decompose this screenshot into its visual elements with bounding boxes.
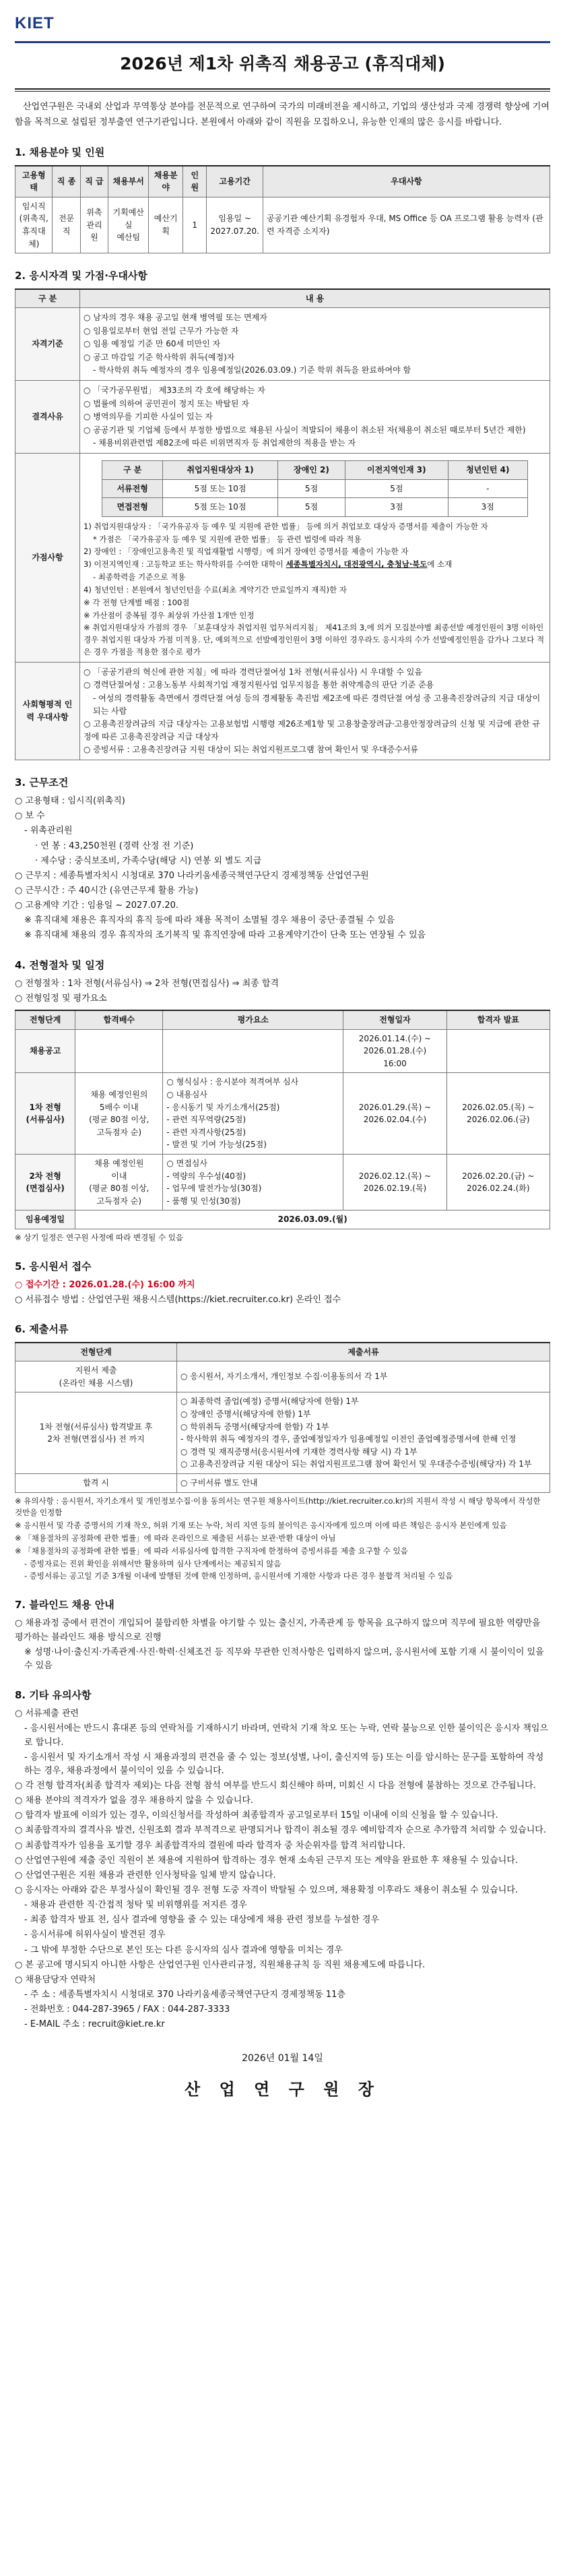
appointment-date: 2026.03.09.(월) — [75, 1210, 550, 1229]
condition-line: - 위촉관리원 — [24, 826, 73, 836]
table-cell: ○ 최종학력 졸업(예정) 증명서(해당자에 한함) 1부 ○ 장애인 증명서(해당자에 한함) 1부 ○ 학위취득 증명서(해당자에 한함) 각 1부 - 학사학위 취득 예정자의 경우, 졸업예정일자가 임용예정일 이전인 졸업예정증명서에 한해 인정 ○ 경력 및 재직증명서(응시원서에 기재한 경력사항 해당 시) 각 1부 ○ 고용촉진장려금 지원 대상이 되는 취업지원프로그램 참여 확인서 및 우대증수증빙(해당자) 각 1부 — [177, 1392, 550, 1474]
bonus-note: ※ 취업지원대상자 가점의 경우 「보훈대상자 취업지원 업무처리지침」 제41조의 3,에 의거 모집분야별 최종선발 예정인원이 3명 이하인 경우 취업지원 대상자 가점 미적용. 단, 예외적으로 선발예정인원이 3명 이하인 경우라도 응시자의 수가 선발예정인원을 감가나 그보다 적은 경우 가점을 적용한 점수로 평가 — [84, 623, 545, 656]
qual-item: - 학사학위 취득 예정자의 경우 임용예정일(2026.03.09.) 기준 학위 취득을 완료하여야 함 — [93, 365, 411, 375]
table-row — [102, 498, 527, 517]
table-header-row — [15, 1010, 550, 1029]
table-cell: - — [448, 479, 527, 498]
table-cell: 합격 시 — [15, 1473, 177, 1492]
table-cell: 예산기획 — [149, 197, 183, 253]
table-row — [15, 1073, 550, 1155]
section-8-title: 8. 기타 유의사항 — [15, 1689, 92, 1702]
table-cell: 임용예정일 — [15, 1210, 75, 1229]
header-cell: 평가요소 — [163, 1010, 343, 1029]
documents-note: ※ 「채용절차의 공정화에 관한 법률」에 따라 서류심사에 합격한 구직자에 한정하여 증빙서류를 제출 요구할 수 있음 — [15, 1545, 408, 1556]
table-cell: 임용일 ~ 2027.07.20. — [207, 197, 263, 253]
table-cell: 면접전형 — [102, 498, 162, 517]
table-cell: 2026.02.05.(목) ~ 2026.02.06.(금) — [446, 1073, 550, 1155]
section-5-title: 5. 응시원서 접수 — [15, 1260, 92, 1272]
blind-line: ○ 채용과정 중에서 편견이 개입되어 불합리한 차별을 야기할 수 있는 출신지, 가족관계 등 항목을 요구하지 않으며 직무에 필요한 역량만을 평가하는 블라인드 채용 방식으로 진행 — [15, 1618, 541, 1643]
note-line: - 최종 합격자 발표 전, 심사 결과에 영향을 줄 수 있는 대상에게 채용 관련 정보를 누설한 경우 — [24, 1915, 380, 1926]
condition-line: ○ 보 수 — [15, 811, 45, 822]
application-method[interactable]: ○ 서류접수 방법 : 산업연구원 채용시스템(https://kiet.recruiter.co.kr) 온라인 접수 — [15, 1295, 341, 1306]
documents-table — [15, 1342, 550, 1493]
note-line: ○ 최종합격자가 임용을 포기할 경우 최종합격자의 결원에 따라 합격자 중 차순위자를 합격 처리합니다. — [15, 1840, 405, 1851]
header-cell: 채용부서 — [108, 166, 149, 197]
table-cell: 2026.01.14.(수) ~ 2026.01.28.(수) 16:00 — [343, 1029, 446, 1073]
table-cell — [163, 1029, 343, 1073]
process-line: ○ 전형절차 : 1차 전형(서류심사) ⇒ 2차 전형(면접심사) ⇒ 최종 합격 — [15, 978, 279, 989]
schedule-note: ※ 상기 일정은 연구원 사정에 따라 변경될 수 있음 — [15, 1233, 183, 1242]
header-cell: 장애인 2) — [278, 461, 345, 480]
table-cell: 1차 전형(서류심사) 합격발표 후 2차 전형(면접심사) 전 까지 — [15, 1392, 177, 1474]
note-line: ○ 최종합격자의 결격사유 발견, 신원조회 결과 부적격으로 판명되거나 합격이 취소될 경우 예비합격자 순으로 추가합격 처리할 수 있습니다. — [15, 1825, 546, 1836]
condition-line: · 연 봉 : 43,250천원 (경력 산정 전 기준) — [35, 840, 194, 851]
header-cell: 구 분 — [102, 461, 162, 480]
disq-item: ○ 공공기관 및 기업체 등에서 부정한 방법으로 채용된 사실이 적발되어 채용이 취소된 자(채용이 취소된 때로부터 5년간 제한) — [84, 425, 526, 435]
condition-line: ○ 근무지 : 세종특별자치시 시청대로 370 나라키움세종국책연구단지 경제정책동 산업연구원 — [15, 870, 369, 881]
documents-note: - 증빙서류는 공고일 기준 3개월 이내에 발행된 것에 한해 인정하며, 응시원서에 기재한 사항과 다른 경우 불합격 처리될 수 있음 — [24, 1571, 453, 1581]
other-notes — [15, 1707, 550, 2031]
disq-item: - 채용비위관련법 제82조에 따른 비위면직자 등 취업제한의 적용을 받는 자 — [93, 438, 356, 448]
header-cell: 직 급 — [80, 166, 108, 197]
signature: 산 업 연 구 원 장 — [185, 2080, 380, 2099]
logo-divider — [15, 41, 550, 43]
table-row — [15, 662, 550, 760]
qual-item: ○ 남자의 경우 채용 공고일 현재 병역필 또는 면제자 — [84, 313, 267, 323]
table-cell: 채용 예정인원의 5배수 이내 (평균 80점 이상, 고득점자 순) — [75, 1073, 163, 1155]
table-cell: 3점 — [448, 498, 527, 517]
documents-notes — [15, 1496, 550, 1583]
condition-line: ○ 고용형태 : 임시직(위촉직) — [15, 796, 125, 807]
qual-item: ○ 임용 예정일 기준 만 60세 미만인 자 — [84, 339, 221, 349]
title-divider — [15, 88, 550, 92]
header-cell: 전형단계 — [15, 1343, 177, 1361]
diverse-item: ○ 경력단절여성 : 고용노동부 사회적기업 재정지원사업 업무지침을 통한 취약계층의 판단 기준 준용 — [84, 680, 434, 690]
note-line: ○ 응시자는 아래와 같은 부정사실이 확인될 경우 전형 도중 자격이 박탈될 수 있으며, 채용확정 이후라도 채용이 취소될 수 있습니다. — [15, 1884, 519, 1895]
note-line: - 응시원서에는 반드시 휴대폰 등의 연락처를 기재하시기 바라며, 연락처 기재 착오 또는 누락, 연락 불능으로 인한 불이익은 응시자 책임으로 합니다. — [24, 1723, 549, 1748]
note-line: ○ 각 전형 합격자(최종 합격자 제외)는 다음 전형 참석 여부를 반드시 회신해야 하며, 미회신 시 다음 전형에 불참하는 것으로 간주됩니다. — [15, 1780, 536, 1791]
section-7-title: 7. 블라인드 채용 안내 — [15, 1599, 114, 1612]
qual-list — [80, 308, 550, 381]
table-cell: 전문직 — [53, 197, 80, 253]
table-row — [15, 1473, 550, 1492]
table-cell: 서류전형 — [102, 479, 162, 498]
table-cell: 임시직 (위촉직, 휴직대체) — [15, 197, 53, 253]
table-cell: 채용 예정인원 이내 (평균 80점 이상, 고득점자 순) — [75, 1155, 163, 1210]
header-cell: 전형단계 — [15, 1010, 75, 1029]
condition-line: ※ 휴직대체 채용은 휴직자의 휴직 등에 따라 채용 목적이 소멸될 경우 채용이 중단·종결될 수 있음 — [24, 915, 395, 926]
intro-text: 산업연구원은 국내외 산업과 무역통상 분야를 전문적으로 연구하여 국가의 미래비전을 제시하고, 기업의 생산성과 국제 경쟁력 향상에 기여함을 목적으로 설립된 정부출연 연구기관입니다. 본원에서 아래와 같이 직원을 모집하오니, 유능한 인재의 많은 응시를 바랍니다. — [15, 101, 550, 127]
kiet-logo: KIET — [15, 14, 55, 32]
bonus-note: ※ 각 전형 단계별 배점 : 100점 — [84, 597, 190, 607]
table-row — [15, 308, 550, 381]
table-cell: 5점 — [278, 479, 345, 498]
documents-note: ※ 응시원서 및 각종 증명서의 기재 착오, 허위 기재 또는 누락, 처리 지연 등의 불이익은 응시자에게 있으며 이에 따른 책임은 응시자 본인에게 있음 — [15, 1521, 507, 1531]
note-line: - 전화번호 : 044-287-3965 / FAX : 044-287-3333 — [24, 2004, 230, 2015]
header-category: 구 분 — [15, 289, 80, 308]
note-line: ○ 본 공고에 명시되지 아니한 사항은 산업연구원 인사관리규정, 직원채용규칙 등 직원 채용제도에 따릅니다. — [15, 1959, 426, 1970]
condition-line: · 제수당 : 중식보조비, 가족수당(해당 시) 연봉 외 별도 지급 — [35, 855, 262, 866]
application-period: ○ 접수기간 : 2026.01.28.(수) 16:00 까지 — [15, 1280, 195, 1291]
table-cell: ○ 면접심사 - 역량의 우수성(40점) - 업무에 발전가능성(30점) - 품행 및 인성(30점) — [163, 1155, 343, 1210]
table-cell: 2026.02.12.(목) ~ 2026.02.19.(목) — [343, 1155, 446, 1210]
table-cell: 5점 — [345, 479, 448, 498]
section-4-title: 4. 전형절차 및 일정 — [15, 958, 105, 971]
table-cell: 1 — [183, 197, 207, 253]
schedule-table — [15, 1010, 550, 1229]
page-title: 2026년 제1차 위촉직 채용공고 (휴직대체) — [120, 54, 445, 74]
header-cell: 고용형태 — [15, 166, 53, 197]
process-line: ○ 전형일정 및 평가요소 — [15, 993, 107, 1004]
bonus-note: ※ 가산점이 중복될 경우 최상위 가산점 1개만 인정 — [84, 610, 255, 620]
regional-talent-highlight: 세종특별자치시, 대전광역시, 충청남·북도 — [286, 559, 428, 570]
note-line: ○ 산업연구원에 제출 중인 직원이 본 채용에 지원하여 합격하는 경우 현재 소속된 근무지 또는 계약을 완료한 후 채용될 수 있습니다. — [15, 1855, 519, 1866]
note-line: ○ 채용 분야의 적격자가 없을 경우 채용하지 않을 수 있습니다. — [15, 1796, 254, 1806]
table-row — [102, 479, 527, 498]
table-cell: ○ 응시원서, 자기소개서, 개인정보 수집·이용동의서 각 1부 — [177, 1361, 550, 1392]
table-row — [15, 381, 550, 454]
table-cell — [446, 1029, 550, 1073]
note-line: ○ 산업연구원은 지원 채용과 관련한 인사청탁을 일체 받지 않습니다. — [15, 1870, 276, 1880]
bonus-note: 1) 취업지원대상자 : 「국가유공자 등 예우 및 지원에 관한 법률」 등에 의거 취업보호 대상자 증명서를 제출이 가능한 자 — [84, 521, 488, 531]
schedule-body — [15, 1029, 550, 1229]
table-row — [15, 454, 550, 663]
qual-item: ○ 공고 마감일 기준 학사학위 취득(예정)자 — [84, 352, 235, 362]
table-cell: 기획예산실 예산팀 — [108, 197, 149, 253]
header-content: 내 용 — [80, 289, 550, 308]
table-cell: 공공기관 예산기획 유경험자 우대, MS Office 등 OA 프로그램 활용 능력자 (관련 자격증 소지자) — [263, 197, 550, 253]
header-cell: 직 종 — [53, 166, 80, 197]
note-line: ○ 채용담당자 연락처 — [15, 1974, 96, 1985]
header-cell: 취업지원대상자 1) — [162, 461, 278, 480]
note-line: - 응시원서 및 자기소개서 작성 시 채용과정의 편견을 줄 수 있는 정보(성별, 나이, 출신지역 등) 또는 이를 암시하는 문구를 포함하여 작성하는 경우, 채용과정에서 불이익이 있을 수 있습니다. — [24, 1752, 544, 1776]
header-cell: 합격자 발표 — [446, 1010, 550, 1029]
documents-note: ※ 유의사항 : 응시원서, 자기소개서 및 개인정보수집·이용 동의서는 연구원 채용사이트(http://kiet.recruiter.co.kr)의 지원서 작성 시 해당 항목에서 작성한 것만을 인정함 — [15, 1496, 541, 1518]
table-row — [15, 1392, 550, 1474]
table-header-row — [15, 1343, 550, 1361]
note-line: - 그 밖에 부정한 수단으로 본인 또는 다른 응시자의 심사 결과에 영향을 미치는 경우 — [24, 1944, 343, 1955]
header-cell: 채용분야 — [149, 166, 183, 197]
table-cell: 채용공고 — [15, 1029, 75, 1073]
bonus-note: - 최종학력을 기준으로 적용 — [93, 572, 186, 582]
disq-label: 결격사유 — [15, 381, 80, 454]
table-cell: ○ 구비서류 별도 안내 — [177, 1473, 550, 1492]
bonus-points-table — [102, 460, 527, 517]
note-line: ○ 합격자 발표에 이의가 있는 경우, 이의신청서를 작성하여 최종합격자 공고일로부터 15일 이내에 이의 신청을 할 수 있습니다. — [15, 1810, 498, 1821]
header-cell: 인 원 — [183, 166, 207, 197]
note-line: - E-MAIL 주소 : recruit@kiet.re.kr — [24, 2019, 165, 2030]
table-cell: ○ 형식심사 : 응시분야 적격여부 심사 ○ 내용심사 - 응시동기 및 자기소개서(25점) - 관련 직무역량(25점) - 관련 자격사항(25점) - 발전 및 기여 가능성(25점) — [163, 1073, 343, 1155]
section-3-title: 3. 근무조건 — [15, 776, 69, 789]
table-row — [15, 197, 550, 253]
disq-item: ○ 법률에 의하여 공민권이 정지 또는 박탈된 자 — [84, 398, 249, 408]
table-row — [15, 1361, 550, 1392]
diverse-item: ○ 고용촉진장려금의 지급 대상자는 고용보험법 시행령 제26조제1항 및 고용창출장려금·고용안정장려금의 신청 및 지급에 관한 규정에 따른 고용촉진장려금 지급 대상자 — [84, 719, 540, 741]
qual-label: 자격기준 — [15, 308, 80, 381]
condition-line: ○ 근무시간 : 주 40시간 (유연근무제 활용 가능) — [15, 886, 199, 896]
table-cell: 1차 전형 (서류심사) — [15, 1073, 75, 1155]
diverse-list — [80, 662, 550, 760]
section-2-title: 2. 응시자격 및 가점·우대사항 — [15, 270, 147, 282]
table-cell: 3점 — [345, 498, 448, 517]
bonus-note: 2) 장애인 : 「장애인고용촉진 및 직업재활법 시행령」에 의거 장애인 증명서를 제출이 가능한 자 — [84, 547, 409, 557]
documents-note: - 증빙자료는 진위 확인을 위해서만 활용하며 심사 단계에서는 제공되지 않음 — [24, 1558, 281, 1568]
header-cell: 합격배수 — [75, 1010, 163, 1029]
header-cell: 제출서류 — [177, 1343, 550, 1361]
blind-line: ※ 성명·나이·출신지·가족관계·사진·학력·신체조건 등 직무와 무관한 인적사항은 입력하지 않으며, 응시원서에 포함 기재 시 불이익이 있을 수 있음 — [24, 1647, 544, 1671]
header-cell: 이전지역인재 3) — [345, 461, 448, 480]
table-cell: 위촉 관리원 — [80, 197, 108, 253]
bonus-note: 3) 이전지역인재 : 고등학교 또는 학사학위를 수여한 대학이 세종특별자치시, 대전광역시, 충청남·북도에 소재 — [84, 559, 453, 570]
diverse-label: 사회형평적 인력 우대사항 — [15, 662, 80, 760]
table-cell: 2026.02.20.(금) ~ 2026.02.24.(화) — [446, 1155, 550, 1210]
table-row — [15, 1210, 550, 1229]
process-lines — [15, 977, 550, 1006]
note-line: - 채용과 관련한 직·간접적 청탁 및 비위행위를 저지른 경우 — [24, 1900, 247, 1911]
header-cell: 우대사항 — [263, 166, 550, 197]
table-cell: 5점 또는 10점 — [162, 479, 278, 498]
header-cell: 전형일자 — [343, 1010, 446, 1029]
bonus-points-body — [102, 479, 527, 516]
header-cell: 청년인턴 4) — [448, 461, 527, 480]
bonus-note: 4) 청년인턴 : 본원에서 청년인턴을 수료(최초 계약기간 만료일까지 재직)한 자 — [84, 584, 347, 594]
section-6-title: 6. 제출서류 — [15, 1323, 69, 1336]
bonus-notes — [84, 521, 546, 658]
work-conditions — [15, 795, 550, 942]
blind-hiring-info — [15, 1617, 550, 1673]
bonus-label: 가점사항 — [15, 454, 80, 663]
disq-item: ○ 병역의무를 기피한 사실이 있는 자 — [84, 412, 213, 422]
note-line: - 주 소 : 세종특별자치시 시청대로 370 나라키움세종국책연구단지 경제정책동 11층 — [24, 1989, 345, 2000]
table-cell: 5점 또는 10점 — [162, 498, 278, 517]
table-row — [15, 1029, 550, 1073]
documents-body — [15, 1361, 550, 1492]
recruitment-field-table — [15, 165, 550, 254]
table-cell: 2차 전형 (면접심사) — [15, 1155, 75, 1210]
table-cell — [75, 1029, 163, 1073]
condition-line: ※ 휴직대체 채용의 경우 휴직자의 조기복직 및 휴직연장에 따라 고용계약기간이 단축 또는 연장될 수 있음 — [24, 930, 426, 941]
table-cell: 2026.01.29.(목) ~ 2026.02.04.(수) — [343, 1073, 446, 1155]
header-cell: 고용기간 — [207, 166, 263, 197]
disq-list — [80, 381, 550, 454]
bonus-note: * 가점은 「국가유공자 등 예우 및 지원에 관한 법률」 등 관련 법령에 따라 적용 — [93, 534, 362, 544]
bonus-cell — [80, 454, 550, 663]
announcement-date: 2026년 01월 14일 — [242, 2053, 323, 2064]
section-1-title: 1. 채용분야 및 인원 — [15, 146, 105, 159]
table-cell: 지원서 제출 (온라인 채용 시스템) — [15, 1361, 177, 1392]
diverse-item: ○ 「공공기관의 혁신에 관한 지침」에 따라 경력단절여성 1차 전형(서류심사) 시 우대할 수 있음 — [84, 667, 422, 677]
table-cell: 5점 — [278, 498, 345, 517]
disq-item: ○ 「국가공무원법」 제33조의 각 호에 해당하는 자 — [84, 386, 265, 396]
diverse-item: - 여성의 경력활동 측면에서 경력단절 여성 등의 경제활동 촉진법 제2조에 따른 경력단절 여성 중 고용촉진장려금의 지급 대상이 되는 사람 — [93, 693, 541, 716]
qual-item: ○ 임용일로부터 현업 전일 근무가 가능한 자 — [84, 326, 239, 336]
condition-line: ○ 고용계약 기간 : 임용일 ~ 2027.07.20. — [15, 900, 178, 911]
note-line: ○ 서류제출 관련 — [15, 1709, 79, 1719]
table-row — [15, 1155, 550, 1210]
table-header-row — [102, 461, 527, 480]
qualification-table — [15, 288, 550, 760]
table-header-row — [15, 289, 550, 308]
documents-note: ※ 「채용절차의 공정화에 관한 법률」에 따라 온라인으로 제출된 서류는 보관·반환 대상이 아님 — [15, 1533, 336, 1543]
table-header-row — [15, 166, 550, 197]
note-line: - 응시서류에 허위사실이 발견된 경우 — [24, 1930, 166, 1940]
diverse-item: ○ 증빙서류 : 고용촉진장려금 지원 대상이 되는 취업지원프로그램 참여 확인서 및 우대증수서류 — [84, 745, 418, 755]
